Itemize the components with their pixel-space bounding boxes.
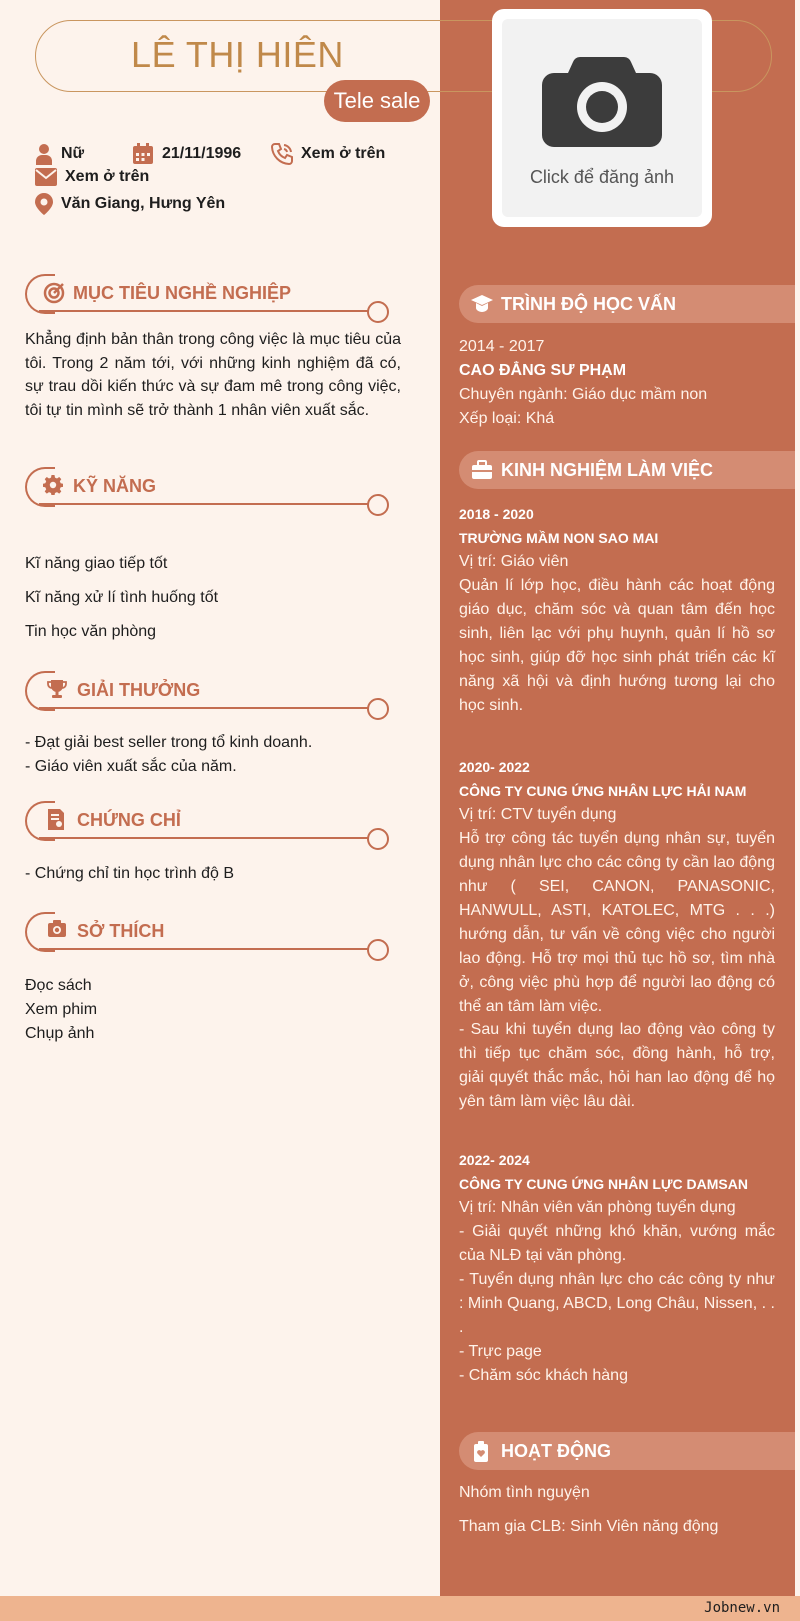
photo-placeholder[interactable] <box>502 19 702 217</box>
objective-text: Khẳng định bản thân trong công việc là mục tiêu của tôi. Trong 2 năm tới, với những kinh nghiệm đã có, sự trau dồi kiến thức và sự đam mê trong công việc, tôi tự tin mình sẽ trở thành 1 nhân viên xuất sắc. <box>25 331 401 419</box>
job-position: Vị trí: Nhân viên văn phòng tuyển dụng <box>459 1199 736 1216</box>
job-position: Vị trí: CTV tuyển dụng <box>459 806 617 823</box>
info-phone <box>271 143 385 165</box>
location-pin-icon <box>35 193 53 215</box>
section-header-education <box>459 285 795 323</box>
camera-icon <box>542 57 662 147</box>
briefcase-icon <box>471 460 493 480</box>
job-bullet: - Giải quyết những khó khăn, vướng mắc của NLĐ tại văn phòng. <box>459 1223 775 1264</box>
hobby-item: Chụp ảnh <box>25 1025 95 1042</box>
job-description-extra: - Sau khi tuyển dụng lao động vào công ty thì tiếp tục chăm sóc, đồng hành, hỗ trợ, giải quyết thắc mắc, hỏi han lao động để họ yên tâm làm việc lâu dài. <box>459 1021 775 1110</box>
section-header-hobbies <box>25 912 390 952</box>
education-title: TRÌNH ĐỘ HỌC VẤN <box>501 294 676 314</box>
phone-value: Xem ở trên <box>301 145 386 162</box>
footer-brand[interactable]: Jobnew.vn <box>704 1600 780 1616</box>
photo-upload-label[interactable]: Click để đăng ảnh <box>529 167 675 187</box>
calendar-icon <box>132 143 154 165</box>
left-column <box>5 0 440 1596</box>
header-line <box>39 948 369 950</box>
graduation-cap-icon <box>471 294 493 314</box>
role-badge: Tele sale <box>324 80 430 122</box>
header-dot <box>367 698 389 720</box>
job-period: 2018 - 2020 <box>459 506 534 522</box>
candidate-name: LÊ THỊ HIÊN <box>131 34 344 75</box>
skill-item: Tin học văn phòng <box>25 623 157 640</box>
section-header-experience <box>459 451 795 489</box>
info-address <box>35 193 225 215</box>
target-icon <box>43 282 65 304</box>
objective-title: MỤC TIÊU NGHỀ NGHIỆP <box>73 283 292 303</box>
address-value: Văn Giang, Hưng Yên <box>61 195 226 212</box>
job-company: CÔNG TY CUNG ỨNG NHÂN LỰC DAMSAN <box>459 1176 748 1192</box>
job-company: CÔNG TY CUNG ỨNG NHÂN LỰC HẢI NAM <box>459 783 747 799</box>
dob-value: 21/11/1996 <box>162 145 242 162</box>
job-company: TRƯỜNG MẦM NON SAO MAI <box>459 530 659 546</box>
job-period: 2020- 2022 <box>459 759 530 775</box>
email-value: Xem ở trên <box>65 168 150 185</box>
education-period: 2014 - 2017 <box>459 338 545 355</box>
info-gender <box>35 143 84 165</box>
phone-icon <box>271 143 293 165</box>
certificates-title: CHỨNG CHỈ <box>77 810 181 830</box>
header-dot <box>367 828 389 850</box>
person-icon <box>35 143 53 165</box>
header-line <box>39 310 369 312</box>
section-header-activities <box>459 1432 795 1470</box>
skill-item: Kĩ năng giao tiếp tốt <box>25 555 168 572</box>
section-header-certificates <box>25 801 390 841</box>
gear-icon <box>43 475 63 495</box>
gender-value: Nữ <box>61 145 85 162</box>
activity-item: Nhóm tình nguyện <box>459 1484 590 1501</box>
job-period: 2022- 2024 <box>459 1152 530 1168</box>
certificate-item: - Chứng chỉ tin học trình độ B <box>25 865 235 882</box>
header-dot <box>367 494 389 516</box>
job-description: Quản lí lớp học, điều hành các hoạt động giáo dục, chăm sóc và quan tâm đến học sinh, liên lạc với phụ huynh, quản lí hồ sơ học sinh, giúp đỡ học sinh phát triển các kĩ năng xã hội và định hướng tương lại cho học sinh. <box>459 577 775 714</box>
activities-title: HOẠT ĐỘNG <box>501 1441 611 1461</box>
section-header-skills <box>25 467 390 507</box>
job-position: Vị trí: Giáo viên <box>459 553 569 570</box>
job-bullet: - Trực page <box>459 1343 542 1360</box>
envelope-icon <box>35 168 57 186</box>
header-line <box>39 503 369 505</box>
camera-small-icon <box>47 920 67 938</box>
job-bullet: - Tuyển dụng nhân lực cho các công ty như : Minh Quang, ABCD, Long Châu, Nissen, . . . <box>459 1271 775 1336</box>
trophy-icon <box>47 679 67 699</box>
education-school: CAO ĐẲNG SƯ PHẠM <box>459 362 627 379</box>
section-header-objective <box>25 274 390 314</box>
activity-item: Tham gia CLB: Sinh Viên năng động <box>459 1518 719 1535</box>
hobbies-title: SỞ THÍCH <box>77 921 165 941</box>
certificate-icon <box>47 809 65 831</box>
education-rank: Xếp loại: Khá <box>459 410 555 427</box>
hobby-item: Xem phim <box>25 1001 98 1018</box>
info-dob <box>132 143 241 165</box>
skills-title: KỸ NĂNG <box>73 476 157 496</box>
experience-title: KINH NGHIỆM LÀM VIỆC <box>501 460 714 480</box>
header-line <box>39 837 369 839</box>
section-header-awards <box>25 671 390 711</box>
award-item: - Đạt giải best seller trong tổ kinh doanh. <box>25 734 313 751</box>
header-line <box>39 707 369 709</box>
header-dot <box>367 939 389 961</box>
education-major: Chuyên ngành: Giáo dục mầm non <box>459 386 708 403</box>
footer-bar <box>0 1596 800 1621</box>
photo-upload[interactable] <box>492 9 712 227</box>
job-bullet: - Chăm sóc khách hàng <box>459 1367 628 1384</box>
award-item: - Giáo viên xuất sắc của năm. <box>25 758 237 775</box>
skill-item: Kĩ năng xử lí tình huống tốt <box>25 589 219 606</box>
awards-title: GIẢI THƯỞNG <box>77 680 201 700</box>
hobby-item: Đọc sách <box>25 977 92 994</box>
header-dot <box>367 301 389 323</box>
job-description: Hỗ trợ công tác tuyển dụng nhân sự, tuyển dụng nhân lực cho các công ty cần lao động như ( SEI, CANON, PANASONIC, HANWULL, ASTI, KATOLEC, MTG . . .) hướng dẫn, tư vấn về công việc cho người lao động. Hỗ trợ mọi thủ tục hồ sơ, tìm nhà ở, công việc phù hợp để người lao động có thể an tâm làm việc. <box>459 830 775 1015</box>
badge-icon <box>473 1441 489 1463</box>
info-email <box>35 168 149 186</box>
